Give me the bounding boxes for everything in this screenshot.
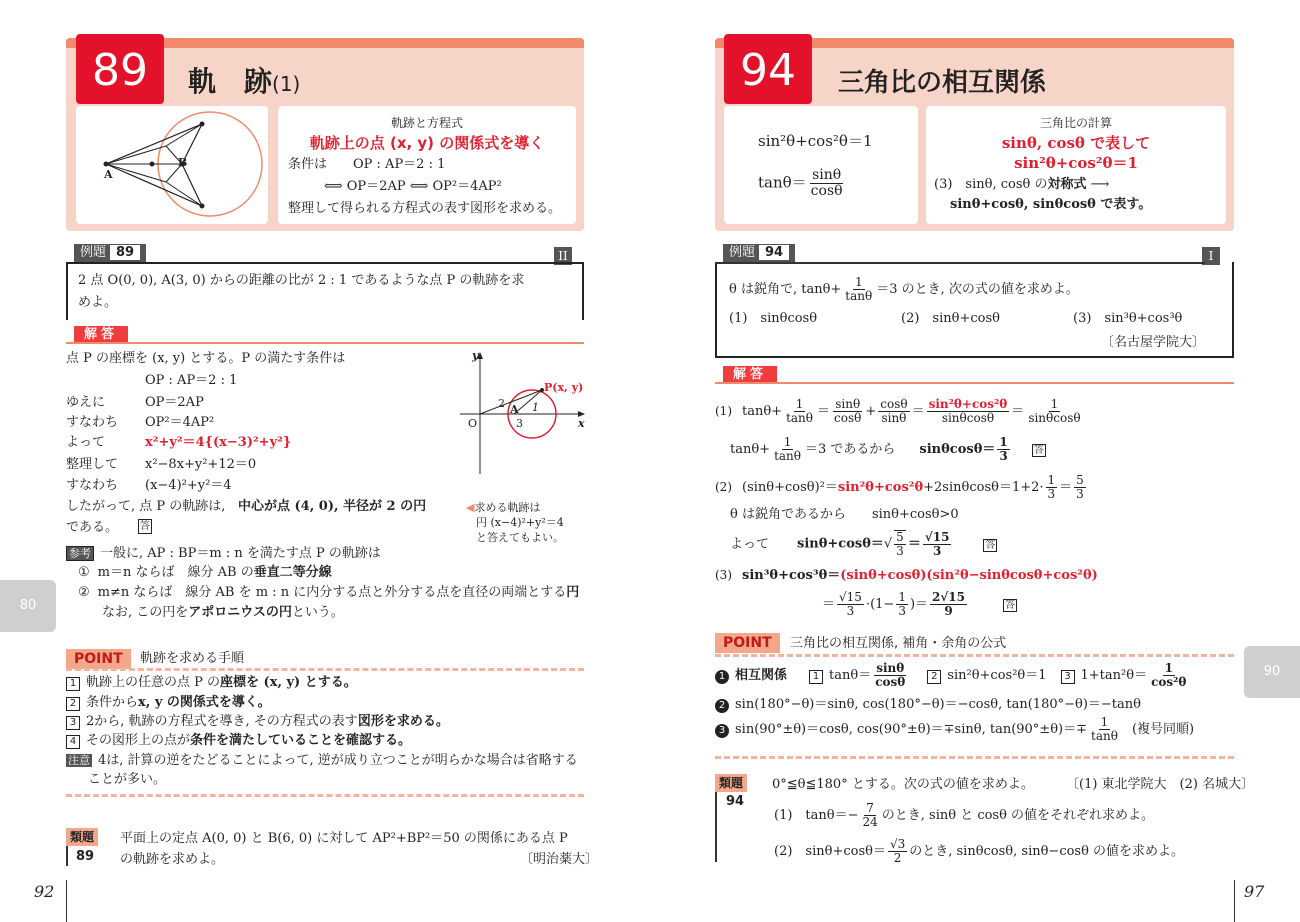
ans-line-7a: したがって, 点 P の軌跡は, bbox=[66, 499, 226, 514]
graph-len-1: 1 bbox=[532, 401, 539, 414]
summary-line-1: 条件は OP : AP＝2 : 1 bbox=[288, 157, 446, 172]
right-problem-line-1: θ は鋭角で, tanθ+ $\frac{1}{\tan\theta}$ ＝3 のとき, 次の式の値を求めよ。 bbox=[729, 275, 1079, 303]
right-a1: (1) tanθ+ $\frac{1}{\tan\theta}$ ＝ $\frac{\sin\theta}{\cos\theta}$ + $\frac{\cos\theta}{\sin\theta}$ ＝ $\frac{\text{sin²θ+cos²θ}}{\sin\theta\cos\theta}$ ＝ $\frac{1}{\sin\theta\cos\theta}$ bbox=[715, 397, 1081, 425]
point-row-1: 1 相互関係 1 tanθ＝ $\frac{\sin\theta}{\cos\theta}$ 2 sin²θ+cos²θ＝1 3 1+tan²θ＝ $\frac{1}{\text{cos²θ}}$ bbox=[715, 662, 1190, 690]
right-a3: (3) sin³θ+cos³θ＝(sinθ+cosθ)(sin²θ−sinθcosθ+cos²θ) bbox=[715, 568, 1098, 583]
ans-line-5a: 整理して bbox=[66, 457, 119, 472]
right-similar-num: 94 bbox=[726, 794, 745, 809]
answer-graph bbox=[456, 350, 586, 480]
right-problem-q2: (2) sinθ+cosθ bbox=[901, 311, 1000, 326]
ans-line-1: OP : AP＝2 : 1 bbox=[145, 373, 238, 388]
ans-line-4a: よって bbox=[66, 435, 106, 450]
left-similar-source: 〔明治薬大〕 bbox=[520, 852, 599, 867]
left-similar-num: 89 bbox=[76, 849, 95, 864]
right-a3b: ＝ $\frac{√15}{3}$ ·(1− $\frac{1}{3}$ )＝ $\frac{2√15}{9}$ 答 bbox=[822, 590, 1015, 618]
graph-point-p: P(x, y) bbox=[544, 381, 584, 394]
step-1: 1 軌跡上の任意の点 P の座標を (x, y) とする。 bbox=[66, 674, 357, 692]
right-answer-label: 解答 bbox=[723, 366, 777, 384]
graph-len-3: 3 bbox=[516, 417, 523, 430]
left-similar-tag: 類題 bbox=[66, 828, 98, 846]
point-row-3: 3 sin(90°±θ)＝cosθ, cos(90°±θ)＝∓sinθ, tan(90°±θ)＝∓ $\frac{1}{\tan\theta}$ (複号同順) bbox=[715, 716, 1194, 744]
summary-line-3: 整理して得られる方程式の表す図形を求める。 bbox=[288, 201, 562, 216]
fig-label-b: B bbox=[178, 156, 188, 169]
side-note-2: 円 (x−4)²+y²＝4 bbox=[476, 516, 564, 529]
right-point-title: 三角比の相互関係, 補角・余角の公式 bbox=[790, 636, 1007, 651]
right-similar-source: 〔(1) 東北学院大 (2) 名城大〕 bbox=[1066, 777, 1255, 792]
left-point-rule-bottom bbox=[66, 794, 584, 797]
left-page-number: 92 bbox=[34, 882, 55, 901]
locus-figure bbox=[76, 106, 268, 224]
right-side-tab: 90 bbox=[1244, 646, 1300, 698]
ref-line-2: ① m＝n ならば 線分 AB の垂直二等分線 bbox=[78, 565, 332, 580]
right-summary-line-2: sinθ+cosθ, sinθcosθ で表す。 bbox=[950, 197, 1152, 212]
right-point-rule-bottom bbox=[715, 756, 1234, 759]
left-answer-rule bbox=[66, 342, 584, 344]
summary-head: 軌跡と方程式 bbox=[390, 116, 463, 130]
graph-point-a: A bbox=[510, 403, 519, 416]
left-similar-line-2: の軌跡を求めよ。 bbox=[120, 852, 225, 867]
problem-line-1: 2 点 O(0, 0), A(3, 0) からの距離の比が 2 : 1 であるような点 P の軌跡を求 bbox=[78, 273, 525, 288]
point-row-2: 2 sin(180°−θ)＝sinθ, cos(180°−θ)＝−cosθ, tan(180°−θ)＝−tanθ bbox=[715, 696, 1141, 714]
ans-line-7b: 中心が点 (4, 0), 半径が 2 の円 bbox=[238, 499, 427, 514]
right-summary-red-2: sin²θ+cos²θ＝1 bbox=[1014, 154, 1138, 172]
right-problem-source: 〔名古屋学院大〕 bbox=[1101, 335, 1206, 350]
right-example-tag: 例題 94 bbox=[723, 244, 795, 262]
summary-red: 軌跡上の点 (x, y) の関係式を導く bbox=[309, 134, 545, 152]
right-page-number: 97 bbox=[1244, 882, 1265, 901]
left-page-rule bbox=[66, 880, 67, 922]
left-point-rule-top bbox=[66, 668, 584, 671]
right-similar-q2: (2) sinθ+cosθ＝ $\frac{√3}{2}$ のとき, sinθcosθ, sinθ−cosθ の値を求めよ。 bbox=[774, 837, 1185, 865]
side-note-3: と答えてもよい。 bbox=[476, 531, 564, 544]
right-summary-card bbox=[926, 106, 1226, 224]
left-summary-card bbox=[278, 106, 576, 224]
right-formula-card bbox=[724, 106, 918, 224]
left-similar-rule bbox=[66, 846, 68, 866]
right-similar-tag: 類題 bbox=[715, 774, 747, 792]
left-point-title: 軌跡を求める手順 bbox=[140, 651, 245, 666]
problem-line-2: めよ。 bbox=[78, 295, 118, 310]
right-problem-top bbox=[715, 262, 1205, 264]
fig-label-a: A bbox=[104, 168, 113, 181]
graph-origin: O bbox=[468, 417, 478, 430]
graph-y-label: y bbox=[472, 349, 479, 362]
step-4: 4 その図形上の点が条件を満たしていることを確認する。 bbox=[66, 732, 411, 750]
ans-line-6b: (x−4)²+y²＝4 bbox=[145, 478, 232, 493]
right-a1b: tanθ+ $\frac{1}{\tan\theta}$ ＝3 であるから sinθcosθ＝ $\frac{1}{3}$ 答 bbox=[730, 435, 1044, 463]
left-example-tag: 例題 89 bbox=[74, 244, 146, 262]
caution-line-1: 注意 4は, 計算の逆をたどることによって, 逆が成り立つことが明らかな場合は省略する bbox=[68, 753, 578, 768]
summary-line-2: ⟺ OP＝2AP ⟺ OP²＝4AP² bbox=[324, 179, 502, 194]
ans-line-4b: x²+y²＝4{(x−3)²+y²} bbox=[145, 435, 292, 450]
right-a2: (2) (sinθ+cosθ)²＝sin²θ+cos²θ+2sinθcosθ＝1+2· $\frac{1}{3}$ ＝ $\frac{5}{3}$ bbox=[715, 473, 1084, 501]
step-3: 3 2から, 軌跡の方程式を導き, その方程式の表す図形を求める。 bbox=[66, 713, 449, 731]
ans-line-2a: ゆえに bbox=[66, 395, 106, 410]
ref-line-1: 参考 一般に, AP : BP＝m : n を満たす点 P の軌跡は bbox=[66, 545, 381, 563]
right-a2c: よって sinθ+cosθ＝√ $\frac{5}{3}$ ＝ $\frac{√15}{3}$ 答 bbox=[730, 529, 996, 558]
right-similar-line-1: 0°≦θ≦180° とする。次の式の値を求めよ。 bbox=[772, 777, 1034, 792]
left-section-number: 89 bbox=[76, 34, 164, 104]
left-problem-box bbox=[66, 262, 584, 320]
ans-line-6a: すなわち bbox=[66, 478, 119, 493]
right-point-label: POINT bbox=[715, 633, 780, 653]
right-similar-q1: (1) tanθ＝− $\frac{7}{24}$ のとき, sinθ と cosθ の値をそれぞれ求めよ。 bbox=[774, 801, 1155, 829]
right-similar-rule bbox=[715, 792, 717, 862]
right-summary-red-1: sinθ, cosθ で表して bbox=[1001, 134, 1151, 152]
ans-line-0: 点 P の座標を (x, y) とする。P の満たす条件は bbox=[66, 351, 346, 366]
ans-line-8: である。 bbox=[66, 520, 119, 535]
step-2: 2 条件からx, y の関係式を導く。 bbox=[66, 694, 271, 712]
answer-mark: 答 bbox=[140, 521, 150, 532]
ref-line-3: ② m≠n ならば 線分 AB を m : n に内分する点と外分する点を直径の両端とする円 bbox=[78, 585, 580, 600]
right-answer-rule bbox=[715, 382, 1234, 384]
left-section-title: 軌 跡(1) bbox=[188, 65, 301, 98]
left-answer-label: 解答 bbox=[74, 326, 128, 344]
caution-line-2: ことが多い。 bbox=[88, 772, 167, 787]
right-problem-q3: (3) sin³θ+cos³θ bbox=[1073, 311, 1183, 326]
left-figure-card bbox=[76, 106, 268, 224]
right-summary-head: 三角比の計算 bbox=[1039, 116, 1112, 130]
right-summary-line-1: (3) sinθ, cosθ の対称式 ⟶ bbox=[934, 177, 1110, 192]
left-point-label: POINT bbox=[66, 649, 131, 669]
ans-line-2b: OP＝2AP bbox=[145, 395, 204, 410]
right-a2b: θ は鋭角であるから sinθ+cosθ>0 bbox=[730, 507, 959, 522]
right-problem-q1: (1) sinθcosθ bbox=[729, 311, 818, 326]
left-similar-line-1: 平面上の定点 A(0, 0) と B(6, 0) に対して AP²+BP²＝50 の関係にある点 P bbox=[120, 831, 568, 846]
left-level-badge: II bbox=[554, 247, 572, 265]
side-note-1: ◀求める軌跡は bbox=[466, 501, 541, 514]
ans-line-3b: OP²＝4AP² bbox=[145, 415, 215, 430]
right-level-badge: I bbox=[1202, 247, 1220, 265]
formula-2: tanθ＝ $\frac{\sin\theta}{\cos\theta}$ bbox=[758, 167, 843, 199]
right-point-rule-top bbox=[715, 654, 1234, 657]
left-side-tab: 80 bbox=[0, 580, 56, 632]
formula-1: sin²θ+cos²θ＝1 bbox=[758, 132, 873, 150]
ans-line-5b: x²−8x+y²+12＝0 bbox=[145, 457, 257, 472]
right-section-number: 94 bbox=[724, 34, 812, 104]
ans-line-3a: すなわち bbox=[66, 415, 119, 430]
ref-line-4: なお, この円をアポロニウスの円という。 bbox=[102, 605, 344, 620]
graph-len-2: 2 bbox=[498, 397, 505, 410]
graph-x-label: x bbox=[578, 417, 585, 430]
right-page-rule bbox=[1234, 880, 1235, 922]
right-problem-box bbox=[715, 262, 1234, 358]
right-section-title: 三角比の相互関係 bbox=[838, 68, 1047, 98]
